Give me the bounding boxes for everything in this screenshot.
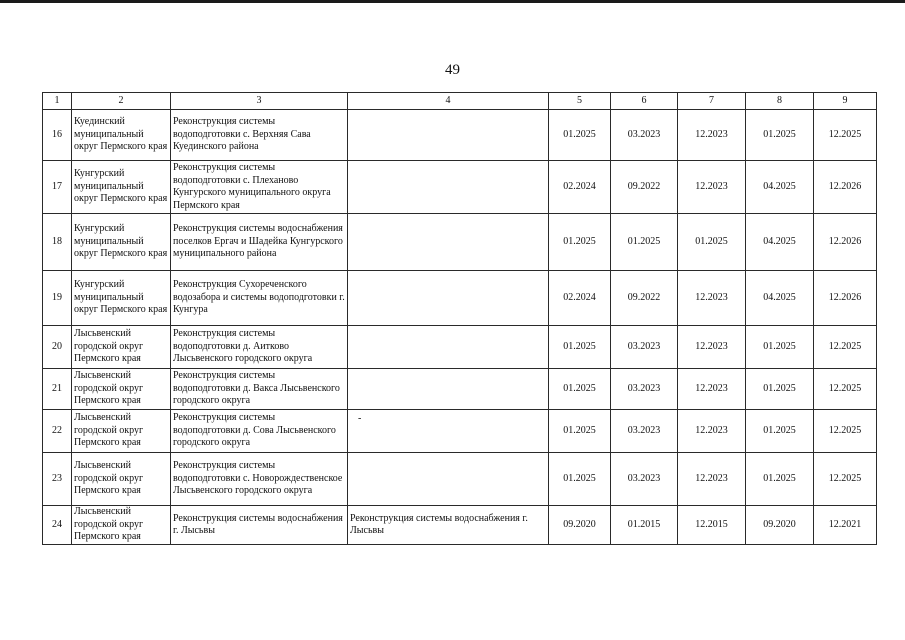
date-cell: 09.2022	[611, 161, 678, 214]
project-name-cell: Реконструкция системы водоподготовки д. Аитково Лысьвенского городского округа	[171, 326, 348, 369]
date-cell: 01.2025	[678, 214, 746, 271]
date-cell: 12.2023	[678, 110, 746, 161]
municipality-cell: Кунгурский муниципальный округ Пермского края	[72, 214, 171, 271]
date-cell: 12.2026	[814, 214, 877, 271]
note-cell: Реконструкция системы водоснабжения г. Лысьвы	[348, 506, 549, 545]
date-cell: 12.2025	[814, 110, 877, 161]
date-cell: 12.2015	[678, 506, 746, 545]
municipality-cell: Куединский муниципальный округ Пермского края	[72, 110, 171, 161]
row-number: 18	[43, 214, 72, 271]
scan-top-edge	[0, 0, 905, 3]
column-number: 1	[43, 93, 72, 110]
column-number: 9	[814, 93, 877, 110]
date-cell: 01.2025	[746, 326, 814, 369]
project-name-cell: Реконструкция системы водоподготовки д. Вакса Лысьвенского городского округа	[171, 369, 348, 410]
date-cell: 02.2024	[549, 271, 611, 326]
date-cell: 12.2026	[814, 161, 877, 214]
date-cell: 09.2020	[746, 506, 814, 545]
date-cell: 03.2023	[611, 110, 678, 161]
date-cell: 12.2025	[814, 453, 877, 506]
date-cell: 01.2025	[549, 326, 611, 369]
date-cell: 03.2023	[611, 326, 678, 369]
dash-mark: -	[358, 412, 362, 424]
project-name-cell: Реконструкция системы водоподготовки д. Сова Лысьвенского городского округа	[171, 410, 348, 453]
date-cell: 04.2025	[746, 271, 814, 326]
date-cell: 12.2023	[678, 161, 746, 214]
table-row	[43, 410, 877, 453]
municipality-cell: Кунгурский муниципальный округ Пермского края	[72, 161, 171, 214]
note-cell	[348, 326, 549, 369]
table-row	[43, 506, 877, 545]
date-cell: 01.2025	[611, 214, 678, 271]
municipality-cell: Лысьвенский городской округ Пермского края	[72, 506, 171, 545]
project-name-cell: Реконструкция системы водоподготовки с. Верхняя Сава Куединского района	[171, 110, 348, 161]
municipality-cell: Лысьвенский городской округ Пермского края	[72, 453, 171, 506]
municipality-cell: Лысьвенский городской округ Пермского края	[72, 410, 171, 453]
project-name-cell: Реконструкция Сухореченского водозабора и системы водоподготовки г. Кунгура	[171, 271, 348, 326]
column-number: 2	[72, 93, 171, 110]
note-cell	[348, 410, 549, 453]
projects-table	[42, 92, 877, 545]
page-number: 49	[445, 62, 460, 78]
date-cell: 03.2023	[611, 369, 678, 410]
date-cell: 12.2025	[814, 326, 877, 369]
column-number: 3	[171, 93, 348, 110]
date-cell: 12.2026	[814, 271, 877, 326]
date-cell: 12.2025	[814, 410, 877, 453]
row-number: 24	[43, 506, 72, 545]
table-body	[43, 93, 877, 545]
table-row	[43, 453, 877, 506]
date-cell: 12.2023	[678, 271, 746, 326]
column-number: 8	[746, 93, 814, 110]
table-row	[43, 161, 877, 214]
note-cell	[348, 110, 549, 161]
column-number: 4	[348, 93, 549, 110]
note-cell	[348, 453, 549, 506]
row-number: 19	[43, 271, 72, 326]
date-cell: 09.2022	[611, 271, 678, 326]
column-number: 7	[678, 93, 746, 110]
table-row	[43, 214, 877, 271]
date-cell: 01.2025	[549, 214, 611, 271]
date-cell: 01.2025	[746, 453, 814, 506]
date-cell: 12.2023	[678, 453, 746, 506]
table-row	[43, 369, 877, 410]
date-cell: 01.2025	[746, 110, 814, 161]
note-cell	[348, 161, 549, 214]
municipality-cell: Кунгурский муниципальный округ Пермского края	[72, 271, 171, 326]
row-number: 21	[43, 369, 72, 410]
date-cell: 12.2023	[678, 369, 746, 410]
date-cell: 03.2023	[611, 453, 678, 506]
note-cell	[348, 214, 549, 271]
date-cell: 09.2020	[549, 506, 611, 545]
date-cell: 01.2025	[549, 453, 611, 506]
project-name-cell: Реконструкция системы водоснабжения поселков Ергач и Шадейка Кунгурского муниципального района	[171, 214, 348, 271]
table-row	[43, 271, 877, 326]
date-cell: 01.2025	[549, 410, 611, 453]
row-number: 23	[43, 453, 72, 506]
column-number: 5	[549, 93, 611, 110]
date-cell: 01.2015	[611, 506, 678, 545]
note-cell	[348, 369, 549, 410]
date-cell: 03.2023	[611, 410, 678, 453]
date-cell: 12.2021	[814, 506, 877, 545]
date-cell: 01.2025	[549, 369, 611, 410]
date-cell: 12.2023	[678, 410, 746, 453]
project-name-cell: Реконструкция системы водоснабжения г. Лысьвы	[171, 506, 348, 545]
table-row	[43, 110, 877, 161]
project-name-cell: Реконструкция системы водоподготовки с. Новорождественское Лысьвенского городского округа	[171, 453, 348, 506]
date-cell: 04.2025	[746, 161, 814, 214]
row-number: 16	[43, 110, 72, 161]
municipality-cell: Лысьвенский городской округ Пермского края	[72, 326, 171, 369]
row-number: 17	[43, 161, 72, 214]
column-number: 6	[611, 93, 678, 110]
date-cell: 04.2025	[746, 214, 814, 271]
row-number: 20	[43, 326, 72, 369]
column-number-row	[43, 93, 877, 110]
date-cell: 02.2024	[549, 161, 611, 214]
date-cell: 12.2023	[678, 326, 746, 369]
municipality-cell: Лысьвенский городской округ Пермского края	[72, 369, 171, 410]
date-cell: 01.2025	[746, 410, 814, 453]
project-name-cell: Реконструкция системы водоподготовки с. Плеханово Кунгурского муниципального округа Пермского края	[171, 161, 348, 214]
table-row	[43, 326, 877, 369]
note-cell	[348, 271, 549, 326]
date-cell: 01.2025	[549, 110, 611, 161]
date-cell: 12.2025	[814, 369, 877, 410]
row-number: 22	[43, 410, 72, 453]
date-cell: 01.2025	[746, 369, 814, 410]
